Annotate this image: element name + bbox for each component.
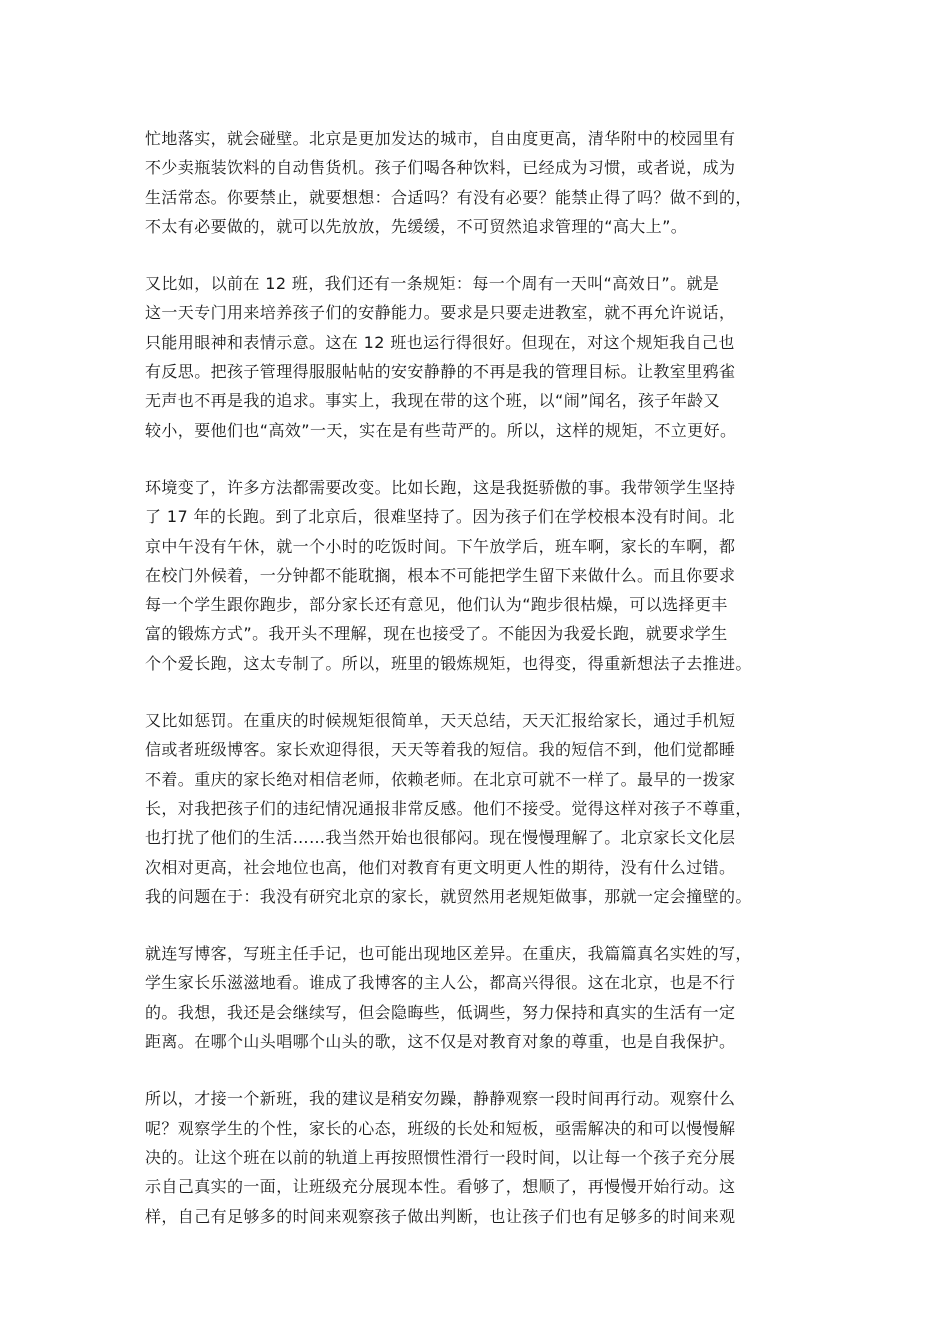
text-line: 也打扰了他们的生活……我当然开始也很郁闷。现在慢慢理解了。北京家长文化层: [145, 828, 736, 848]
text-line: 每一个学生跟你跑步，部分家长还有意见，他们认为“跑步很枯燥，可以选择更丰: [145, 595, 728, 615]
text-line: 所以，才接一个新班，我的建议是稍安勿躁，静静观察一段时间再行动。观察什么: [145, 1089, 736, 1109]
text-line: 了 17 年的长跑。到了北京后，很难坚持了。因为孩子们在学校根本没有时间。北: [145, 507, 735, 527]
text-line: 京中午没有午休，就一个小时的吃饭时间。下午放学后，班车啊，家长的车啊，都: [145, 536, 736, 556]
text-line: 示自己真实的一面，让班级充分展现本性。看够了，想顺了，再慢慢开始行动。这: [145, 1177, 736, 1197]
text-line: 距离。在哪个山头唱哪个山头的歌，这不仅是对教育对象的尊重，也是自我保护。: [145, 1032, 736, 1052]
text-line: 样，自己有足够多的时间来观察孩子做出判断，也让孩子们也有足够多的时间来观: [145, 1206, 736, 1226]
text-line: 不少卖瓶装饮料的自动售货机。孩子们喝各种饮料，已经成为习惯，或者说，成为: [145, 158, 736, 178]
paragraph: [145, 939, 825, 1056]
text-line: 学生家长乐滋滋地看。谁成了我博客的主人公，都高兴得很。这在北京，也是不行: [145, 973, 736, 993]
text-line: 不着。重庆的家长绝对相信老师，依赖老师。在北京可就不一样了。最早的一拨家: [145, 769, 736, 789]
text-line: 环境变了，许多方法都需要改变。比如长跑，这是我挺骄傲的事。我带领学生坚持: [145, 477, 736, 497]
text-line: 在校门外候着，一分钟都不能耽搁，根本不可能把学生留下来做什么。而且你要求: [145, 565, 736, 585]
text-line: 无声也不再是我的追求。事实上，我现在带的这个班，以“闹”闻名，孩子年龄又: [145, 391, 720, 411]
paragraph: [145, 706, 825, 911]
text-line: 个个爱长跑，这太专制了。所以，班里的锻炼规矩，也得变，得重新想法子去推进。: [145, 653, 752, 673]
text-line: 富的锻炼方式”。我开头不理解，现在也接受了。不能因为我爱长跑，就要求学生: [145, 624, 728, 644]
paragraph: [145, 124, 825, 241]
text-line: 就连写博客，写班主任手记，也可能出现地区差异。在重庆，我篇篇真名实姓的写，: [145, 944, 752, 964]
text-line: 较小，要他们也“高效”一天，实在是有些苛严的。所以，这样的规矩，不立更好。: [145, 420, 737, 440]
paragraph: [145, 1084, 825, 1230]
text-line: 又比如，以前在 12 班，我们还有一条规矩：每一个周有一天叫“高效日”。就是: [145, 274, 720, 294]
text-line: 这一天专门用来培养孩子们的安静能力。要求是只要走进教室，就不再允许说话，: [145, 303, 736, 323]
paragraph: [145, 269, 825, 445]
text-line: 决的。让这个班在以前的轨道上再按照惯性滑行一段时间，以让每一个孩子充分展: [145, 1147, 736, 1167]
text-line: 我的问题在于：我没有研究北京的家长，就贸然用老规矩做事，那就一定会撞壁的。: [145, 886, 752, 906]
text-line: 有反思。把孩子管理得服服帖帖的安安静静的不再是我的管理目标。让教室里鸦雀: [145, 362, 736, 382]
text-line: 只能用眼神和表情示意。这在 12 班也运行得很好。但现在，对这个规矩我自己也: [145, 332, 735, 352]
text-line: 忙地落实，就会碰壁。北京是更加发达的城市，自由度更高，清华附中的校园里有: [145, 129, 736, 148]
text-line: 的。我想，我还是会继续写，但会隐晦些，低调些，努力保持和真实的生活有一定: [145, 1002, 736, 1022]
document-body: [145, 124, 825, 1259]
text-line: 信或者班级博客。家长欢迎得很，天天等着我的短信。我的短信不到，他们觉都睡: [145, 740, 736, 760]
text-line: 长，对我把孩子们的违纪情况通报非常反感。他们不接受。觉得这样对孩子不尊重，: [145, 798, 752, 818]
text-line: 又比如惩罚。在重庆的时候规矩很简单，天天总结，天天汇报给家长，通过手机短: [145, 711, 736, 731]
text-line: 不太有必要做的，就可以先放放，先缓缓，不可贸然追求管理的“高大上”。: [145, 216, 688, 236]
paragraph: [145, 473, 825, 678]
text-line: 生活常态。你要禁止，就要想想：合适吗？有没有必要？能禁止得了吗？做不到的，: [145, 187, 752, 207]
text-line: 次相对更高，社会地位也高，他们对教育有更文明更人性的期待，没有什么过错。: [145, 857, 736, 877]
text-line: 呢？观察学生的个性，家长的心态，班级的长处和短板，亟需解决的和可以慢慢解: [145, 1118, 736, 1138]
